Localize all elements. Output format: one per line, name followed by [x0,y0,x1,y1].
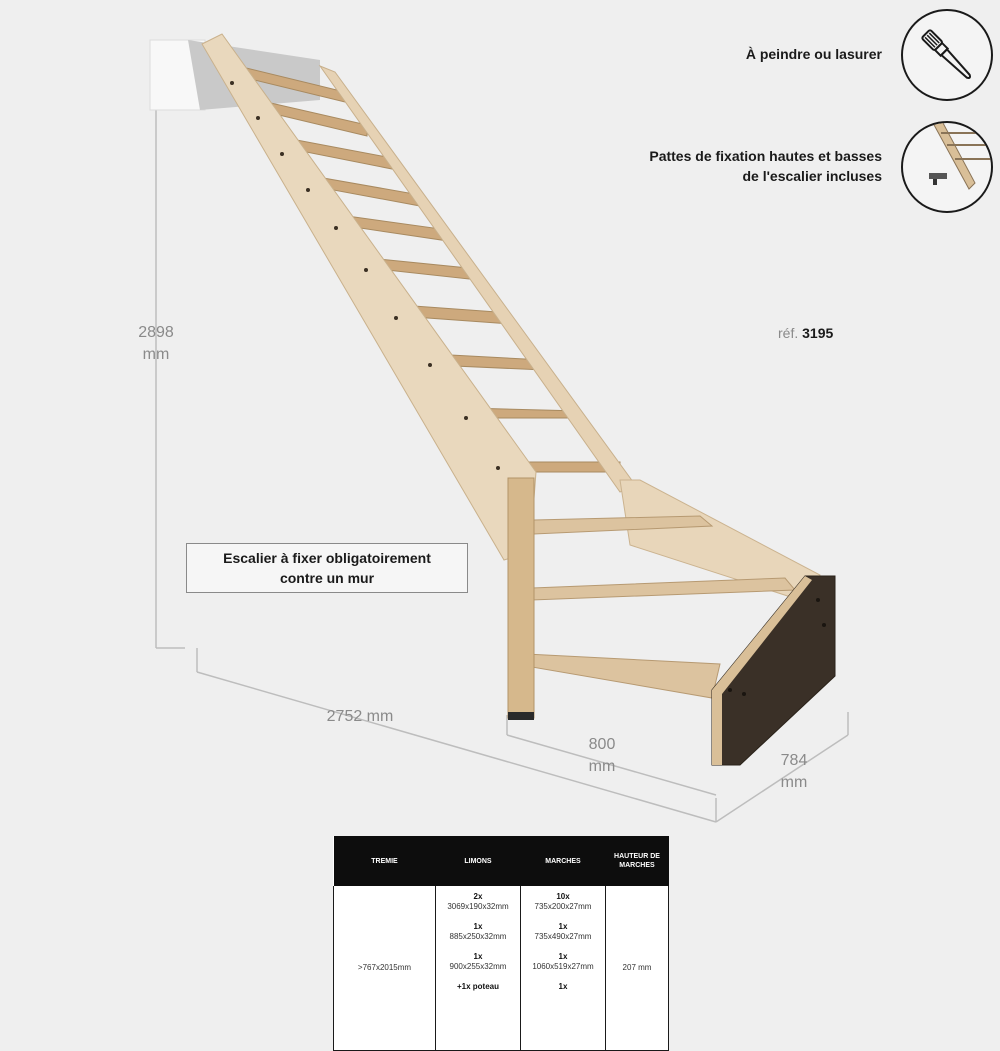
list-item: 1x 885x250x32mm [449,922,507,941]
list-item: 1x 1060x519x27mm [532,952,594,971]
list-item: 10x 735x200x27mm [534,892,592,911]
feature-paint: À peindre ou lasurer [745,46,882,62]
paintbrush-icon [901,9,993,101]
header-limons: LIMONS [436,836,521,886]
product-reference: réf. 3195 [778,325,834,341]
header-tremie: TREMIE [334,836,436,886]
table-header-row [334,836,669,886]
list-item: 1x 900x255x32mm [449,952,507,971]
cell-hauteur: 207 mm [606,886,669,1051]
wall-mount-note: Escalier à fixer obligatoirement contre un mur [186,543,468,593]
list-item: +1x poteau [456,982,499,991]
cell-tremie: >767x2015mm [334,886,436,1051]
stair-bracket-icon [901,121,993,213]
table-row [334,886,669,1051]
list-item: 2x 3069x190x32mm [447,892,509,911]
cell-marches [521,886,606,1051]
length-dimension: 2752 mm [326,708,394,725]
feature-brackets: Pattes de fixation hautes et basses de l'escalier incluses [649,148,882,184]
header-marches: MARCHES [521,836,606,886]
list-item: 1x 735x490x27mm [534,922,592,941]
width-dimension: 800 mm [588,736,616,775]
cell-limons [436,886,521,1051]
list-item: 1x [558,982,568,991]
height-dimension: 2898 mm [138,324,174,363]
depth-dimension: 784 mm [780,752,808,791]
spec-table [333,836,669,1051]
header-hauteur: HAUTEUR DE MARCHES [606,836,669,886]
